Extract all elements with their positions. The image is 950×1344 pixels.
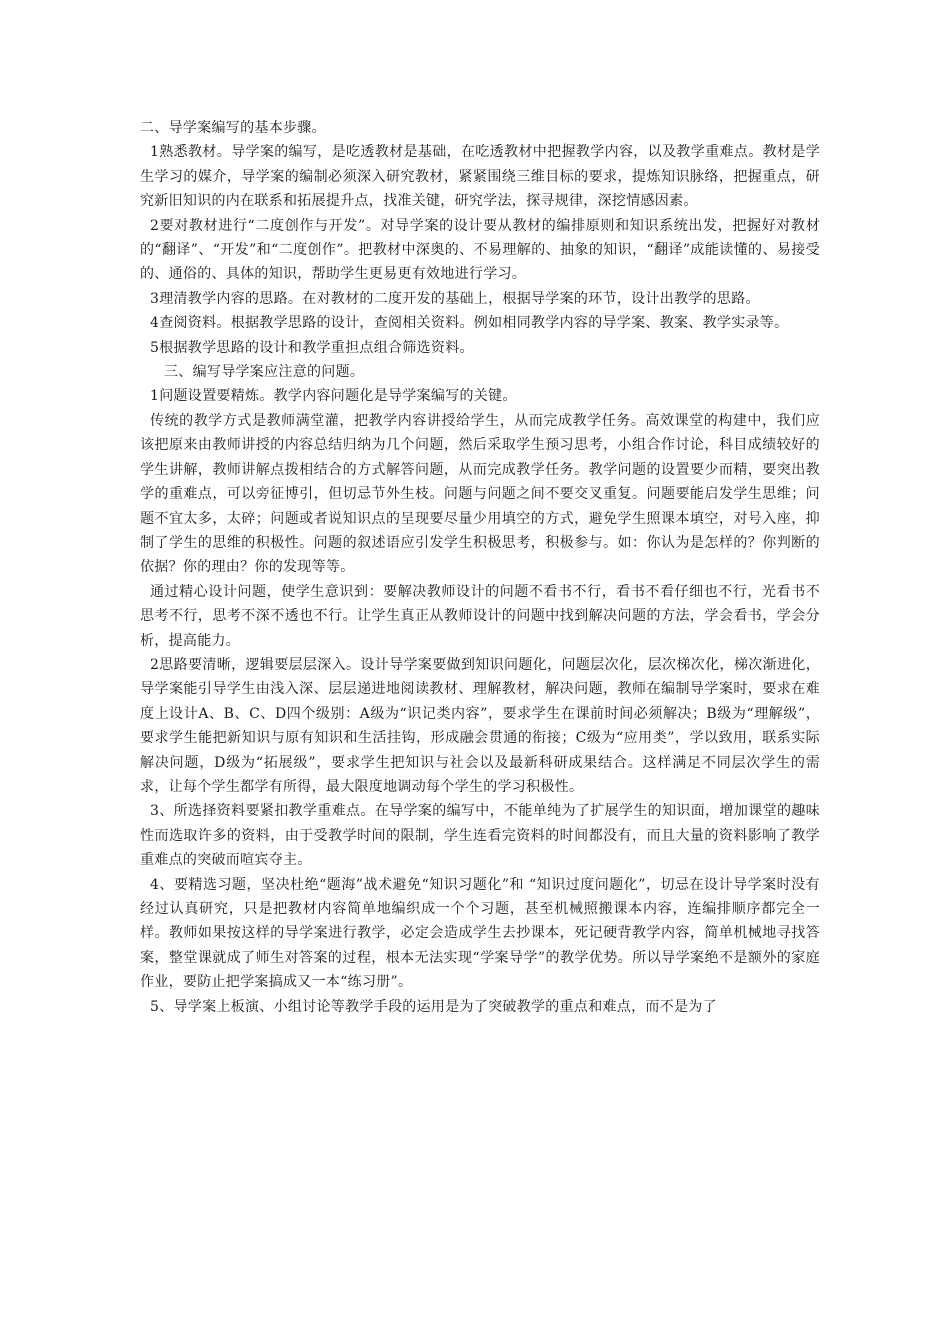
paragraph-issue-3: 3、所选择资料要紧扣教学重难点。在导学案的编写中，不能单纯为了扩展学生的知识面，增加课堂的趣味性而选取许多的资料，由于受教学时间的限制，学生连看完资料的时间都没有，而且大量的资料影响了教学重难点的突破而喧宾夺主。: [140, 803, 820, 869]
paragraph-issue-1-detail: 传统的教学方式是教师满堂灌，把教学内容讲授给学生，从而完成教学任务。高效课堂的构建中，我们应该把原来由教师讲授的内容总结归纳为几个问题，然后采取学生预习思考，小组合作讨论，科目成绩较好的学生讲解，教师讲解点拨相结合的方式解答问题，从而完成教学任务。教学问题的设置要少而精，要突出教学的重难点，可以旁征博引，但切忌节外生枝。问题与问题之间不要交叉重复。问题要能启发学生思维；问题不宜太多，太碎；问题或者说知识点的呈现要尽量少用填空的方式，避免学生照课本填空，对号入座，抑制了学生的思维的积极性。问题的叙述语应引发学生积极思考，积极参与。如：你认为是怎样的？你判断的依据？你的理由？你的发现等等。: [140, 412, 820, 576]
paragraph-step-1: 1熟悉教材。导学案的编写，是吃透教材是基础，在吃透教材中把握教学内容，以及教学重难点。教材是学生学习的媒介，导学案的编制必须深入研究教材，紧紧围绕三维目标的要求，提炼知识脉络，把握重点，研究新旧知识的内在联系和拓展提升点，找准关键，研究学法，探寻规律，深挖情感因素。: [140, 144, 820, 210]
paragraph-step-4: 4查阅资料。根据教学思路的设计，查阅相关资料。例如相同教学内容的导学案、教案、教学实录等。: [150, 315, 789, 332]
paragraph-issue-1: 1问题设置要精炼。教学内容问题化是导学案编写的关键。: [150, 388, 517, 405]
paragraph-step-5: 5根据教学思路的设计和教学重担点组合筛选资料。: [150, 339, 474, 356]
paragraph-step-2: 2要对教材进行“二度创作与开发”。对导学案的设计要从教材的编排原则和知识系统出发，把握好对教材的“翻译”、“开发”和“二度创作”。把教材中深奥的、不易理解的、抽象的知识，“翻译”成能读懂的、易接受的、通俗的、具体的知识，帮助学生更易更有效地进行学习。: [140, 217, 820, 283]
paragraph-issue-2: 2思路要清晰，逻辑要层层深入。设计导学案要做到知识问题化，问题层次化，层次梯次化，梯次渐进化，导学案能引导学生由浅入深、层层递进地阅读教材、理解教材，解决问题，教师在编制导学案时，要求在难度上设计A、B、C、D四个级别：A级为“识记类内容”，要求学生在课前时间必须解决；B级为“理解级”，要求学生能把新知识与原有知识和生活挂钩，形成融会贯通的衔接；C级为“应用类”，学以致用，联系实际解决问题，D级为“拓展级”，要求学生把知识与社会以及最新科研成果结合。这样满足不同层次学生的需求，让每个学生都学有所得，最大限度地调动每个学生的学习积极性。: [140, 656, 820, 795]
section-heading-issues: 三、编写导学案应注意的问题。: [164, 364, 365, 381]
paragraph-issue-5: 5、导学案上板演、小组讨论等教学手段的运用是为了突破教学的重点和难点，而不是为了: [150, 998, 717, 1015]
section-heading-steps: 二、导学案编写的基本步骤。: [140, 120, 326, 136]
paragraph-step-3: 3理清教学内容的思路。在对教材的二度开发的基础上，根据导学案的环节，设计出教学的思路。: [150, 290, 760, 307]
document-page: [140, 116, 820, 1019]
paragraph-issue-1-summary: 通过精心设计问题，使学生意识到：要解决教师设计的问题不看书不行，看书不看仔细也不行，光看书不思考不行，思考不深不透也不行。让学生真正从教师设计的问题中找到解决问题的方法，学会看书，学会分析，提高能力。: [140, 583, 820, 649]
paragraph-issue-4: 4、要精选习题，坚决杜绝“题海”战术避免“知识习题化”和 “知识过度问题化”，切忌在设计导学案时没有经过认真研究，只是把教材内容简单地编织成一个个习题，甚至机械照搬课本内容，连编排顺序都完全一样。教师如果按这样的导学案进行教学，必定会造成学生去抄课本，死记硬背教学内容，简单机械地寻找答案，整堂课就成了师生对答案的过程，根本无法实现“学案导学”的教学优势。所以导学案绝不是额外的家庭作业，要防止把学案搞成又一本“练习册”。: [140, 876, 820, 991]
